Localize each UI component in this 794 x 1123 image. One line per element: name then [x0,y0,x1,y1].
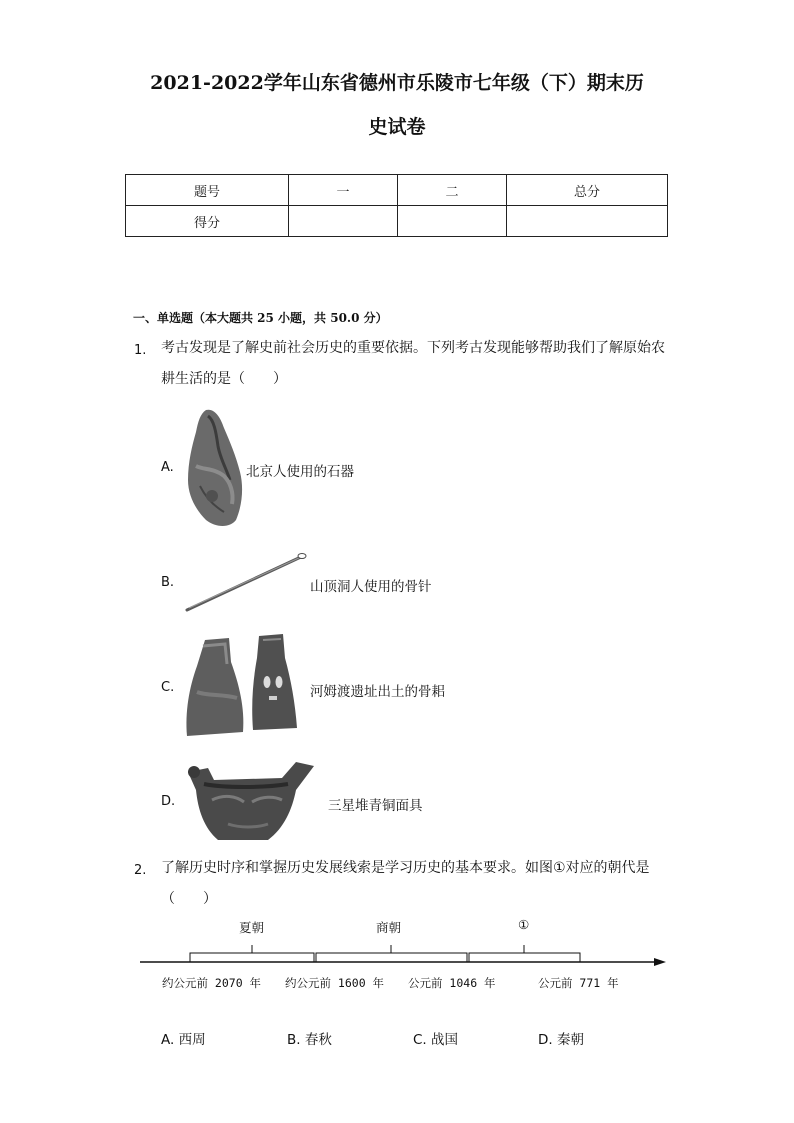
option-a-text: 北京人使用的石器 [246,464,354,480]
timeline-diagram [140,935,666,979]
score-cell[interactable] [398,206,507,237]
q2-option-c-label: C. [413,1032,427,1048]
timeline-label-period-1: ① [518,917,530,932]
timeline-date-1: 约公元前 2070 年 [162,976,262,990]
option-a-label[interactable]: A. [161,460,174,475]
q2-option-c-text: 战国 [431,1032,459,1048]
score-cell[interactable] [507,206,668,237]
score-cell[interactable] [289,206,398,237]
q2-option-d[interactable] [538,1028,584,1048]
timeline-arrow [654,958,666,966]
option-c-label[interactable]: C. [161,680,175,695]
period-1-bracket [469,953,580,962]
timeline-date-2: 约公元前 1600 年 [285,976,385,990]
timeline-date-4: 公元前 771 年 [538,976,619,990]
score-row-label: 得分 [126,206,289,237]
q2-option-d-label: D. [538,1032,553,1048]
q2-option-a-text: 西周 [178,1032,206,1048]
bronze-mask-icon [184,754,316,848]
score-header-cell: 一 [289,175,398,206]
bone-spade-icon [183,632,309,744]
q2-option-a[interactable] [161,1028,206,1048]
option-b-label[interactable]: B. [161,575,175,590]
timeline-date-3: 公元前 1046 年 [408,976,496,990]
option-d-label[interactable]: D. [161,794,176,809]
score-table-score-row [126,206,668,237]
q2-option-b-text: 春秋 [304,1032,332,1048]
xia-bracket [190,953,314,962]
q2-option-b[interactable] [287,1028,332,1048]
question-1-text [161,333,665,395]
option-b-text: 山顶洞人使用的骨针 [310,579,432,595]
score-header-cell: 总分 [507,175,668,206]
question-number: 1. [134,343,147,358]
question-2-line1: 了解历史时序和掌握历史发展线索是学习历史的基本要求。如图①对应的朝代是 [161,860,650,876]
shang-bracket [316,953,467,962]
question-number: 2. [134,863,147,878]
question-1-line2: 耕生活的是（ ） [161,371,287,387]
section-heading: 一、单选题（本大题共 25 小题，共 50.0 分） [133,311,388,325]
q2-option-b-label: B. [287,1032,301,1048]
score-table [125,174,668,237]
exam-title-line1: 2021-2022学年山东省德州市乐陵市七年级（下）期末历 [150,72,644,94]
option-c-text: 河姆渡遗址出土的骨耜 [310,684,445,700]
question-2-line2: （ ） [161,891,217,907]
q2-option-a-label: A. [161,1032,175,1048]
timeline-label-shang: 商朝 [376,920,402,935]
bone-needle-icon [183,550,311,618]
timeline-label-xia: 夏朝 [239,920,265,935]
q2-option-d-text: 秦朝 [556,1032,584,1048]
stone-tool-icon [184,406,246,534]
score-header-cell: 二 [398,175,507,206]
option-d-text: 三星堆青铜面具 [328,798,423,814]
score-header-cell: 题号 [126,175,289,206]
score-table-header-row [126,175,668,206]
question-1-line1: 考古发现是了解史前社会历史的重要依据。下列考古发现能够帮助我们了解原始农 [161,340,665,356]
exam-title-line2: 史试卷 [368,116,426,138]
question-2-text [161,853,650,915]
q2-option-c[interactable] [413,1028,458,1048]
